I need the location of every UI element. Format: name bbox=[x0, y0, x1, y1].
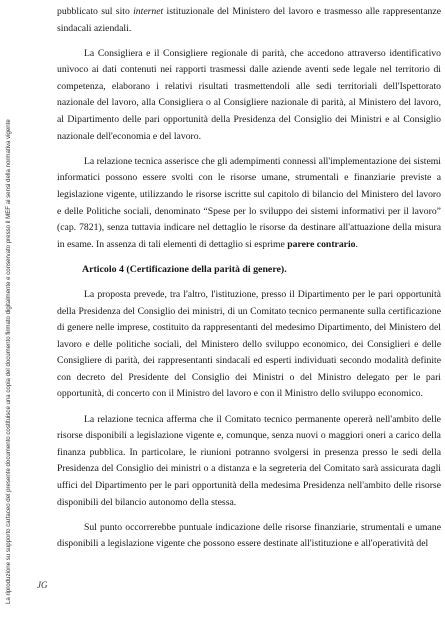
article-heading: Articolo 4 (Certificazione della parità di genere). bbox=[82, 263, 287, 275]
paragraph-1 bbox=[57, 4, 441, 37]
margin-note bbox=[5, 8, 13, 608]
paragraph-4: La proposta prevede, tra l'altro, l'istituzione, presso il Dipartimento per le pari opportunità della Presidenza del Consiglio dei ministri, di un Comitato tecnico permanente sulla certificazione di genere nelle imprese, costituito da rappresentanti del medesimo Dipartimento, del Ministero del lavoro e delle politiche sociali, del Ministero dello sviluppo economico, dei Consiglieri e delle Consigliere di parità, dei rappresentanti sindacali ed esperti individuati secondo modalità definite con decreto del Presidente del Consiglio dei Ministri o del Ministro delegato per le pari opportunità, di concerto con il Ministro del lavoro e con il Ministro dello sviluppo economico. bbox=[57, 288, 441, 400]
paragraph-text: La relazione tecnica asserisce che gli adempimenti connessi all'implementazione dei sistemi informatici possono essere svolti con le risorse umane, strumentali e finanziarie previste a legislazione vigente, utilizzando le risorse iscritte sul capitolo di bilancio del Ministero del lavoro e delle Politiche sociali, denominato “Spese per lo sviluppo dei sistemi informativi per il lavoro” (cap. 7821), senza tuttavia indicare nel dettaglio le risorse da destinare all'attuazione della misura in esame. In assenza di tali elementi di dettaglio si esprime bbox=[57, 155, 441, 250]
paragraph-text: istituzionale del Ministero del lavoro e trasmesso alle rappresentanze sindacali aziendali. bbox=[57, 6, 441, 34]
margin-note-text: La riproduzione su supporto cartaceo del presente documento costituisce una copia del documento firmato digitalmente e conservato presso il MEF ai sensi della normativa vigente bbox=[5, 119, 12, 604]
paragraph-6: Sul punto occorrerebbe puntuale indicazione delle risorse finanziarie, strumentali e umane disponibili a legislazione vigente che possono essere destinate all'istituzione e all'operatività del bbox=[57, 521, 441, 550]
emphasis-internet: internet bbox=[133, 6, 164, 17]
paragraph-2: La Consigliera e il Consigliere regionale di parità, che accedono attraverso identificativo univoco ai dati contenuti nei rapporti trasmessi dalle aziende aventi sede legale nel territorio di competenza, elaborano i relativi risultati trasmettendoli alle sedi territoriali dell'Ispettorato nazionale del lavoro, alla Consigliera o al Consigliere nazionale di parità, al Ministero del lavoro, al Dipartimento delle pari opportunità della Presidenza del Consiglio dei Ministri e al Consiglio nazionale dell'economia e del lavoro. bbox=[57, 47, 441, 142]
paragraph-3 bbox=[57, 154, 441, 254]
paragraph-text: . bbox=[355, 238, 358, 250]
document-page bbox=[57, 4, 441, 553]
opinion-bold: parere contrario bbox=[287, 238, 356, 250]
paragraph-text: pubblicato sul sito bbox=[57, 6, 134, 17]
initials: JG bbox=[37, 580, 48, 590]
paragraph-5: La relazione tecnica afferma che il Comitato tecnico permanente opererà nell'ambito delle risorse disponibili a legislazione vigente e, comunque, senza nuovi o maggiori oneri a carico della finanza pubblica. In particolare, le riunioni potranno svolgersi in presenza presso le sedi della Presidenza del Consiglio dei ministri o a distanza e la segreteria del Comitato sarà assicurata dagli uffici del Dipartimento per le pari opportunità della medesima Presidenza nell'ambito delle risorse disponibili del bilancio autonomo della stessa. bbox=[57, 413, 441, 508]
